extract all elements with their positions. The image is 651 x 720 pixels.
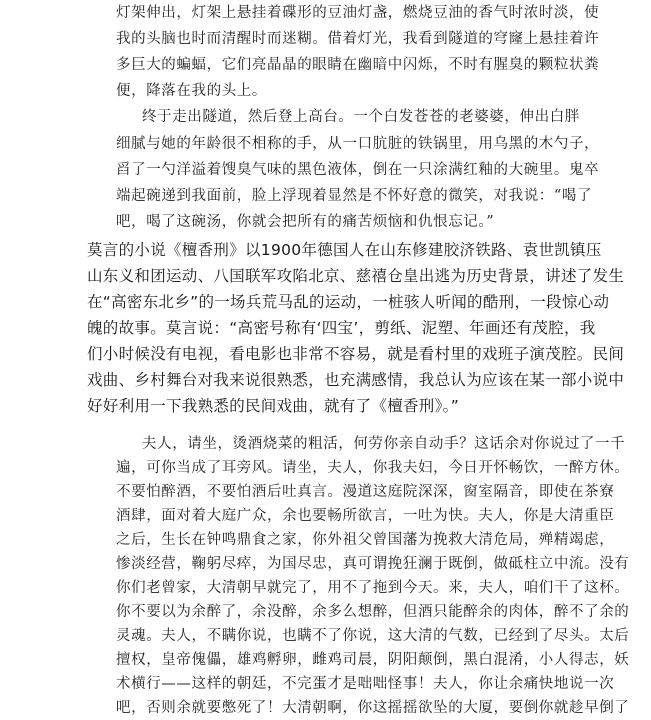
excerpt-bottom-line: 灵魂。夫人，不瞒你说，也瞒不了你说，这大清的气数，已经到了尽头。太后 [116, 628, 630, 644]
excerpt-top-line: 吧，喝了这碗汤，你就会把所有的痛苦烦恼和仇恨忘记。” [116, 214, 495, 230]
commentary-line: 莫言的小说《檀香刑》以1900年德国人在山东修建胶济铁路、袁世凯镇压 [87, 241, 602, 259]
excerpt-top-line: 端起碗递到我面前，脸上浮现着显然是不怀好意的微笑，对我说：“喝了 [116, 188, 593, 204]
excerpt-bottom-line: 吧，否则余就要憋死了！大清朝啊，你这摇摇欲坠的大厦，要倒你就趁早倒了 [116, 700, 630, 716]
excerpt-bottom-line: 你们老曾家，大清朝早就完了，用不了拖到今天。来，夫人，咱们干了这杯。 [116, 580, 630, 596]
excerpt-top-line: 便，降落在我的头上。 [116, 83, 267, 99]
commentary-line: 戏曲、乡村舞台对我来说很熟悉，也充满感情，我总认为应该在某一部小说中 [87, 371, 625, 389]
commentary-line: 魄的故事。莫言说：“高密号称有‘四宝’，剪纸、泥塑、年画还有茂腔，我 [87, 319, 596, 337]
excerpt-top-line: 细腻与她的年龄很不相称的手，从一口肮脏的铁锅里，用乌黑的木勺子， [116, 136, 600, 152]
excerpt-bottom-line: 你不要以为余醉了，余没醉，余多么想醉，但酒只能醉余的肉体，醉不了余的 [116, 604, 630, 620]
excerpt-bottom-line: 遍，可你当成了耳旁风。请坐，夫人，你我夫妇，今日开怀畅饮，一醉方休。 [116, 460, 630, 476]
excerpt-bottom-line: 不要怕醉酒，不要怕酒后吐真言。漫道这庭院深深，窗室隔音，即使在茶寮 [116, 484, 615, 500]
excerpt-bottom-line: 术横行——这样的朝廷，不完蛋才是咄咄怪事！夫人，你让余痛快地说一次 [116, 676, 615, 692]
commentary-line: 好好利用一下我熟悉的民间戏曲，就有了《檀香刑》。” [87, 397, 460, 415]
commentary-line: 在“高密东北乡”的一场兵荒马乱的运动，一桩骇人听闻的酷刑，一段惊心动 [87, 293, 610, 311]
excerpt-top-line: 灯架伸出，灯架上悬挂着碟形的豆油灯盏，燃烧豆油的香气时浓时淡，使 [116, 5, 600, 21]
excerpt-bottom-line: 惨淡经营，鞠躬尽瘁，为国尽忠，真可谓挽狂澜于既倒，做砥柱立中流。没有 [116, 556, 630, 572]
excerpt-bottom-line: 之后，生长在钟鸣鼎食之家，你外祖父曾国藩为挽救大清危局，殚精竭虑， [116, 532, 615, 548]
excerpt-bottom-line: 酒肆，面对着大庭广众，余也要畅所欲言，一吐为快。夫人，你是大清重臣 [116, 508, 615, 524]
excerpt-bottom-line: 夫人，请坐，烫酒烧菜的粗活，何劳你亲自动手？这话余对你说过了一千 [142, 436, 626, 452]
excerpt-top-line: 我的头脑也时而清醒时而迷糊。借着灯光，我看到隧道的穹窿上悬挂着许 [116, 31, 600, 47]
excerpt-top-line: 终于走出隧道，然后登上高台。一个白发苍苍的老婆婆，伸出白胖 [142, 109, 580, 125]
excerpt-bottom-line: 擅权，皇帝傀儡，雄鸡孵卵，雌鸡司晨，阴阳颠倒，黑白混淆，小人得志，妖 [116, 652, 630, 668]
commentary-line: 们小时候没有电视，看电影也非常不容易，就是看村里的戏班子演茂腔。民间 [87, 345, 625, 363]
excerpt-top-line: 舀了一勺洋溢着馊臭气味的黑色液体，倒在一只涂满红釉的大碗里。鬼卒 [116, 162, 600, 178]
excerpt-top-line: 多巨大的蝙蝠，它们亮晶晶的眼睛在幽暗中闪烁，不时有腥臭的颗粒状粪 [116, 57, 600, 73]
commentary-line: 山东义和团运动、八国联军攻陷北京、慈禧仓皇出逃为历史背景，讲述了发生 [87, 267, 625, 285]
